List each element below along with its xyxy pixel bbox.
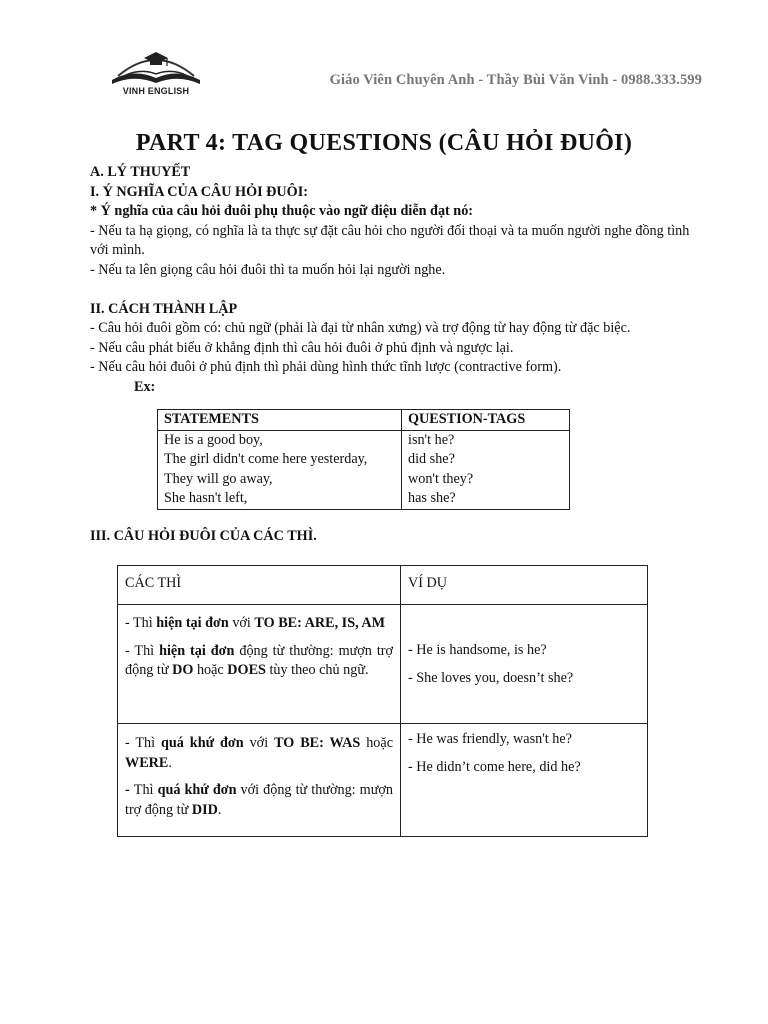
tense-cell-past: [118, 724, 401, 837]
present-be-rule: - Thì hiện tại đơn với TO BE: ARE, IS, AM: [125, 615, 386, 631]
statement: The girl didn't come here yesterday,: [164, 451, 368, 467]
header-tenses-label: CÁC THÌ: [125, 575, 182, 591]
table-header-row: [118, 566, 648, 605]
section-1-line-1: - Nếu ta hạ giọng, có nghĩa là ta thực sự đặt câu hỏi cho người đối thoại và ta muốn người nghe đồng tình với mình.: [90, 222, 690, 259]
question-tag: has she?: [408, 490, 456, 506]
table-row: [158, 430, 570, 509]
section-a-heading: A. LÝ THUYẾT: [90, 164, 191, 180]
header-teacher-info: Giáo Viên Chuyên Anh - Thầy Bùi Văn Vinh - 0988.333.599: [329, 72, 702, 88]
header-statements: STATEMENTS: [158, 410, 402, 431]
header-examples: [401, 566, 648, 605]
statement: She hasn't left,: [164, 490, 248, 506]
example-label: Ex:: [134, 378, 156, 395]
section-1-subheading: * Ý nghĩa của câu hỏi đuôi phụ thuộc vào ngữ điệu diễn đạt nó:: [90, 203, 474, 220]
example-sentence: - He was friendly, wasn't he?: [408, 731, 572, 747]
tenses-table: [117, 565, 648, 837]
statements-cell: [158, 430, 402, 509]
theory-content: [90, 163, 690, 398]
question-tag: isn't he?: [408, 431, 455, 448]
section-3-heading: III. CÂU HỎI ĐUÔI CỦA CÁC THÌ.: [90, 528, 317, 544]
tags-cell: [402, 430, 570, 509]
table-row: [118, 605, 648, 724]
section-2-line-1: - Câu hỏi đuôi gồm có: chủ ngữ (phải là đại từ nhân xưng) và trợ động từ hay động từ đặc biệc.: [90, 320, 631, 337]
tense-cell-present: [118, 605, 401, 724]
section-1-line-2: - Nếu ta lên giọng câu hỏi đuôi thì ta muốn hỏi lại người nghe.: [90, 261, 446, 278]
statement: He is a good boy,: [164, 431, 263, 448]
section-2-line-2: - Nếu câu phát biểu ở khẳng định thì câu hỏi đuôi ở phủ định và ngược lại.: [90, 339, 514, 356]
past-verb-rule: - Thì quá khứ đơn với động từ thường: mượn trợ động từ DID.: [125, 782, 393, 818]
example-sentence: - He is handsome, is he?: [408, 642, 547, 658]
example-sentence: - She loves you, doesn’t she?: [408, 669, 574, 686]
question-tag: won't they?: [408, 470, 474, 487]
header-question-tags: QUESTION-TAGS: [402, 410, 570, 431]
header-examples-label: VÍ DỤ: [408, 575, 448, 591]
tag-questions-table: [157, 409, 570, 510]
table-row: [118, 724, 648, 837]
page-header: [0, 0, 768, 110]
logo-text: VINH ENGLISH: [122, 86, 190, 96]
section-1-heading: I. Ý NGHĨA CỦA CÂU HỎI ĐUÔI:: [90, 183, 308, 200]
header-tenses: [118, 566, 401, 605]
past-be-rule: - Thì quá khứ đơn với TO BE: WAS hoặc WERE.: [125, 735, 393, 771]
present-verb-rule: - Thì hiện tại đơn động từ thường: mượn trợ động từ DO hoặc DOES tùy theo chủ ngữ.: [125, 642, 394, 678]
table-header-row: [158, 410, 570, 431]
page-title: PART 4: TAG QUESTIONS (CÂU HỎI ĐUÔI): [135, 130, 633, 156]
example-sentence: - He didn’t come here, did he?: [408, 758, 581, 775]
section-2-line-3: - Nếu câu hỏi đuôi ở phủ định thì phải dùng hình thức tĩnh lược (contractive form).: [90, 359, 562, 376]
question-tag: did she?: [408, 451, 455, 467]
graduation-book-icon: [104, 46, 208, 86]
section-2-heading: II. CÁCH THÀNH LẬP: [90, 300, 238, 317]
vinh-english-logo: [104, 46, 208, 104]
example-cell-present: [401, 605, 648, 724]
example-cell-past: [401, 724, 648, 837]
statement: They will go away,: [164, 470, 273, 487]
